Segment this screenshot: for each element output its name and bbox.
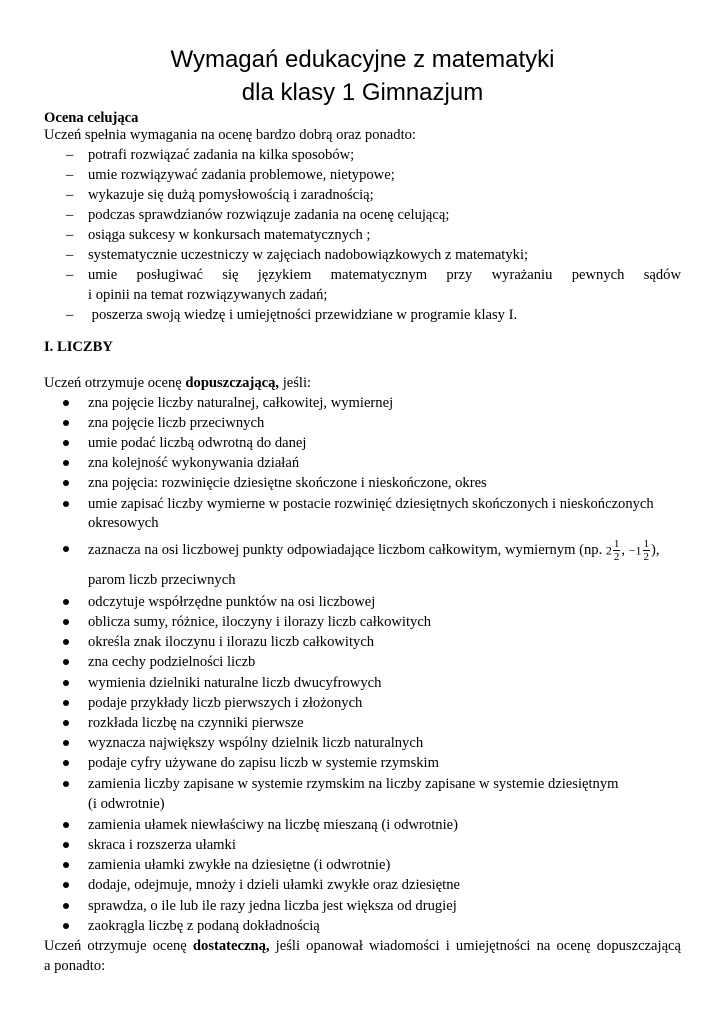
celujaca-item: systematycznie uczestniczy w zajęciach nadobowiązkowych z matematyki;: [88, 247, 529, 263]
bullet-marker: [63, 923, 69, 929]
bullet-marker: [63, 420, 69, 426]
dopuszczajaca-item: umie podać liczbą odwrotną do danej: [88, 435, 307, 451]
celujaca-item: potrafi rozwiązać zadania na kilka sposobów;: [88, 147, 355, 163]
dopuszczajaca-item: podaje przykłady liczb pierwszych i złożonych: [88, 695, 363, 711]
dash-marker: –: [66, 167, 74, 183]
dopuszczajaca-item: zamienia ułamki zwykłe na dziesiętne (i odwrotnie): [88, 857, 391, 873]
dopuszczajaca-item: zamienia ułamek niewłaściwy na liczbę mieszaną (i odwrotnie): [88, 817, 458, 833]
dostateczna-intro: Uczeń otrzymuje ocenę dostateczną, jeśli opanował wiadomości i umiejętności na ocenę dopuszczającą: [44, 938, 682, 954]
bullet-marker: [63, 480, 69, 486]
bullet-marker: [63, 619, 69, 625]
dopuszczajaca-item-continuation: parom liczb przeciwnych: [88, 572, 236, 588]
document-title-line-2: dla klasy 1 Gimnazjum: [241, 79, 484, 106]
celujaca-item: umie posługiwać się językiem matematycznym przy wyrażaniu pewnych sądów: [88, 267, 681, 283]
dash-marker: –: [66, 307, 74, 323]
bullet-marker: [63, 842, 69, 848]
dopuszczajaca-item: zaokrągla liczbę z podaną dokładnością: [88, 918, 320, 934]
dopuszczajaca-item: sprawdza, o ile lub ile razy jedna liczba jest większa od drugiej: [88, 898, 457, 914]
bullet-marker: [63, 501, 69, 507]
dopuszczajaca-item: zna cechy podzielności liczb: [88, 654, 256, 670]
dopuszczajaca-item: odczytuje współrzędne punktów na osi liczbowej: [88, 594, 376, 610]
fraction: $\frac{1}{2}$: [643, 538, 649, 563]
bullet-marker: [63, 680, 69, 686]
celujaca-item: poszerza swoją wiedzę i umiejętności przewidziane w programie klasy I.: [88, 307, 518, 323]
section-title: I. LICZBY: [44, 339, 113, 355]
dopuszczajaca-item: zna kolejność wykonywania działań: [88, 455, 300, 471]
celujaca-item: wykazuje się dużą pomysłowością i zaradnością;: [88, 187, 374, 203]
dopuszczajaca-item: zna pojęcie liczby naturalnej, całkowitej, wymiernej: [88, 395, 394, 411]
dash-marker: –: [66, 247, 74, 263]
document-title-line-1: Wymagań edukacyjne z matematyki: [170, 46, 555, 73]
celujaca-item: umie rozwiązywać zadania problemowe, nietypowe;: [88, 167, 395, 183]
bullet-marker: [63, 720, 69, 726]
bullet-marker: [63, 400, 69, 406]
bullet-marker: [63, 460, 69, 466]
dash-marker: –: [66, 187, 74, 203]
celujaca-item: osiąga sukcesy w konkursach matematycznych ;: [88, 227, 371, 243]
dopuszczajaca-item: wyznacza największy wspólny dzielnik liczb naturalnych: [88, 735, 424, 751]
bullet-marker: [63, 546, 69, 552]
dopuszczajaca-item-continuation: okresowych: [88, 515, 159, 531]
bullet-marker: [63, 639, 69, 645]
bullet-marker: [63, 862, 69, 868]
dopuszczajaca-intro: Uczeń otrzymuje ocenę dopuszczającą, jeśli:: [44, 375, 312, 391]
dostateczna-intro-continuation: a ponadto:: [44, 958, 106, 974]
bullet-marker: [63, 760, 69, 766]
dopuszczajaca-item: rozkłada liczbę na czynniki pierwsze: [88, 715, 304, 731]
dopuszczajaca-item: określa znak iloczynu i ilorazu liczb całkowitych: [88, 634, 375, 650]
fraction: $\frac{1}{2}$: [613, 538, 620, 563]
bullet-marker: [63, 740, 69, 746]
dopuszczajaca-item: zna pojęcia: rozwinięcie dziesiętne skończone i nieskończone, okres: [88, 475, 487, 491]
dopuszczajaca-item: oblicza sumy, różnice, iloczyny i ilorazy liczb całkowitych: [88, 614, 432, 630]
dopuszczajaca-item: podaje cyfry używane do zapisu liczb w systemie rzymskim: [88, 755, 439, 771]
bullet-marker: [63, 700, 69, 706]
bullet-marker: [63, 781, 69, 787]
dash-marker: –: [66, 207, 74, 223]
dopuszczajaca-item: zamienia liczby zapisane w systemie rzymskim na liczby zapisane w systemie dziesiętnym: [88, 776, 619, 792]
dash-marker: –: [66, 267, 74, 283]
dopuszczajaca-item: zna pojęcie liczb przeciwnych: [88, 415, 265, 431]
celujaca-item-continuation: i opinii na temat rozwiązywanych zadań;: [88, 287, 328, 303]
dopuszczajaca-item: umie zapisać liczby wymierne w postacie rozwinięć dziesiętnych skończonych i nieskończonych: [88, 496, 654, 512]
celujaca-item: podczas sprawdzianów rozwiązuje zadania na ocenę celującą;: [88, 207, 450, 223]
dopuszczajaca-item: zaznacza na osi liczbowej punkty odpowiadające liczbom całkowitym, wymiernym (np. 2 $\frac{1}{2}$ , −1 $\frac{1}{2}$ ),: [88, 538, 660, 563]
dopuszczajaca-item: skraca i rozszerza ułamki: [88, 837, 236, 853]
bullet-marker: [63, 882, 69, 888]
bullet-marker: [63, 822, 69, 828]
bullet-marker: [63, 599, 69, 605]
dash-marker: –: [66, 147, 74, 163]
bullet-marker: [63, 440, 69, 446]
dash-marker: –: [66, 227, 74, 243]
celujaca-intro: Uczeń spełnia wymagania na ocenę bardzo dobrą oraz ponadto:: [44, 127, 416, 143]
celujaca-heading: Ocena celująca: [44, 110, 139, 126]
bullet-marker: [63, 903, 69, 909]
dopuszczajaca-item: wymienia dzielniki naturalne liczb dwucyfrowych: [88, 675, 382, 691]
bullet-marker: [63, 659, 69, 665]
dopuszczajaca-item-continuation: (i odwrotnie): [88, 796, 165, 812]
dopuszczajaca-item: dodaje, odejmuje, mnoży i dzieli ułamki zwykłe oraz dziesiętne: [88, 877, 461, 893]
